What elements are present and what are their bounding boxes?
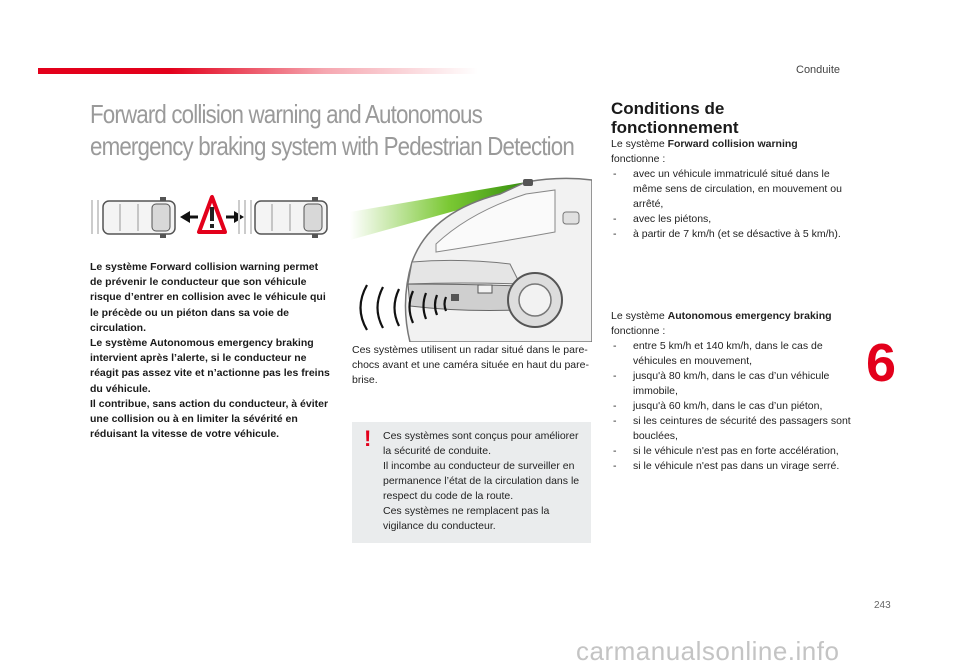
fcw-lead: [611, 137, 855, 152]
section-title: Conduite: [796, 64, 841, 76]
warning-paragraph: Ces systèmes sont conçus pour améliorer la sécurité de conduite.: [383, 430, 579, 457]
warning-text: [383, 429, 583, 534]
chapter-number: 6: [866, 333, 897, 393]
camera-icon: [523, 179, 533, 186]
aeb-system-name: Autonomous emergency braking: [667, 310, 832, 322]
warning-exclamation-icon: !: [364, 426, 372, 451]
fcw-conditions: [611, 137, 855, 242]
vehicle-radar-camera-illustration: [350, 172, 592, 342]
intro-paragraph: Il contribue, sans action du conducteur, à éviter une collision ou à en limiter la sévérité en réduisant la vitesse de votre véhicule.: [90, 397, 329, 441]
aeb-lead: [611, 309, 855, 324]
aeb-verb: fonctionne :: [611, 325, 666, 337]
list-item: - entre 5 km/h et 140 km/h, dans le cas de véhicules en mouvement,: [611, 339, 855, 369]
intro-text: [90, 260, 330, 442]
list-item: - à partir de 7 km/h (et se désactive à 5 km/h).: [611, 227, 855, 242]
list-item: - si le véhicule n'est pas en forte accélération,: [611, 444, 855, 459]
intro-paragraph: Le système Autonomous emergency braking intervient après l’alerte, si le conducteur ne réagit pas assez vite et n’actionne pas les freins du véhicule.: [90, 337, 330, 395]
list-item: - avec les piétons,: [611, 212, 855, 227]
list-item: - si les ceintures de sécurité des passagers sont bouclées,: [611, 414, 855, 444]
vans-warning-illustration: [90, 192, 335, 242]
list-item: - si le véhicule n'est pas dans un virage serré.: [611, 459, 855, 474]
list-item: - jusqu'à 60 km/h, dans le cas d’un piéton,: [611, 399, 855, 414]
rear-van-icon: [92, 197, 175, 238]
header-accent-bar: [38, 68, 478, 74]
conditions-heading-line-1: Conditions de: [611, 99, 725, 118]
fcw-lead-text: Le système: [611, 138, 668, 150]
page-title-line-2: emergency braking system with Pedestrian Detection: [90, 131, 574, 161]
fcw-system-name: Forward collision warning: [667, 138, 798, 150]
page-title-line-1: Forward collision warning and Autonomous: [90, 99, 482, 129]
fcw-conditions-list: [611, 167, 855, 242]
aeb-conditions-list: [611, 339, 855, 474]
list-item: - jusqu'à 80 km/h, dans le cas d’un véhicule immobile,: [611, 369, 855, 399]
radar-description: Ces systèmes utilisent un radar situé dans le pare-chocs avant et une caméra située en haut du pare-brise.: [352, 344, 589, 386]
watermark: carmanualsonline.info: [576, 636, 840, 666]
aeb-conditions: [611, 309, 855, 474]
page-title: [90, 98, 574, 162]
conditions-heading: [611, 99, 851, 137]
front-van-icon: [239, 197, 327, 238]
intro-paragraph: Le système Forward collision warning permet de prévenir le conducteur que son véhicule risque d’entrer en collision avec le véhicule qui le précède ou un piéton dans sa voie de circulation.: [90, 261, 326, 334]
warning-triangle-icon: [199, 197, 225, 232]
aeb-lead-text: Le système: [611, 310, 668, 322]
warning-paragraph: Il incombe au conducteur de surveiller en permanence l’état de la circulation dans le respect du code de la route.: [383, 460, 580, 502]
list-item: - avec un véhicule immatriculé situé dans le même sens de circulation, en mouvement ou arrêté,: [611, 167, 855, 212]
warning-paragraph: Ces systèmes ne remplacent pas la vigilance du conducteur.: [383, 505, 550, 532]
fcw-verb: fonctionne :: [611, 153, 666, 165]
page-number: 243: [874, 600, 891, 611]
conditions-heading-line-2: fonctionnement: [611, 118, 739, 137]
